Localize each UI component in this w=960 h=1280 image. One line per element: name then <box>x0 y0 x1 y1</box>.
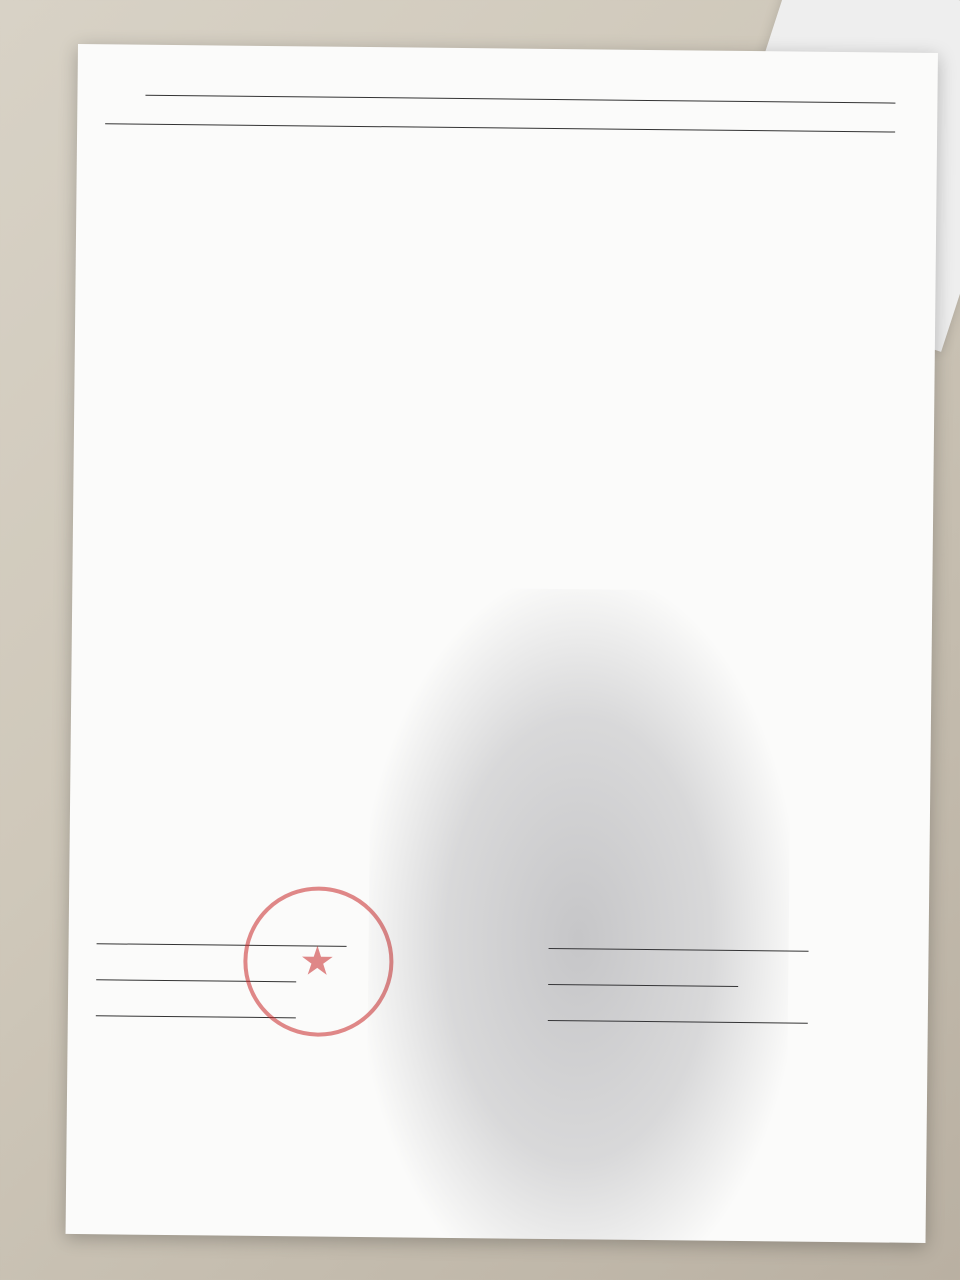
representative-row <box>548 965 738 987</box>
other-terms-blank-line <box>145 95 895 104</box>
contract-page <box>66 44 938 1243</box>
star-icon: ★ <box>299 938 336 985</box>
date-row <box>548 1001 808 1024</box>
party-b-row <box>549 929 809 952</box>
signature-block <box>69 924 929 933</box>
company-seal <box>243 886 395 1038</box>
clauses-section-6 <box>106 84 906 92</box>
contract-body <box>105 84 905 132</box>
section-10-blank-line <box>105 123 895 132</box>
hand-shadow <box>365 587 792 1243</box>
representative-signature-line <box>548 965 738 987</box>
party-b-value <box>549 929 809 952</box>
date-value <box>548 1001 808 1024</box>
section-10-title <box>105 109 905 117</box>
